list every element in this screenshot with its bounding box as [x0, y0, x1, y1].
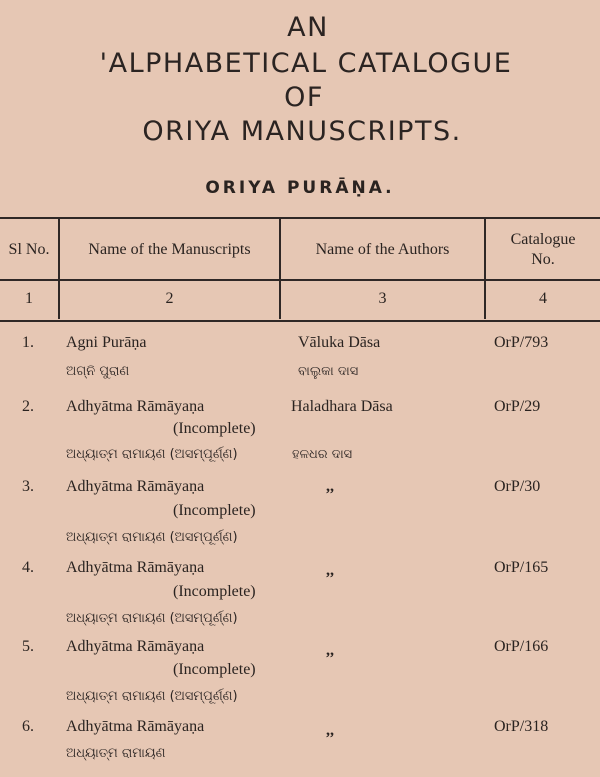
row-3-name-oriya: ଅଧ୍ୟାତ୍ମ ରାମାୟଣ (ଅସମ୍ପୂର୍ଣ୍ଣ)	[66, 530, 238, 545]
row-4-author-ditto: ,,	[326, 562, 334, 579]
row-2-note: (Incomplete)	[173, 420, 256, 437]
row-1-catalogue: OrP/793	[494, 334, 549, 351]
title-line-4: ORIYA MANUSCRIPTS.	[142, 116, 462, 147]
row-1-author-oriya: ବାଲୁକା ଦାସ	[298, 364, 359, 379]
column-number-3: 3	[378, 290, 387, 307]
row-4-catalogue: OrP/165	[494, 559, 549, 576]
row-5-catalogue: OrP/166	[494, 638, 549, 655]
title-line-1: AN	[287, 12, 329, 43]
row-2-name-oriya: ଅଧ୍ୟାତ୍ମ ରାମାୟଣ (ଅସମ୍ପୂର୍ଣ୍ଣ)	[66, 447, 238, 462]
header-bottom-rule	[0, 279, 600, 281]
row-1-name: Agni Purāṇa	[66, 334, 147, 351]
table-top-rule	[0, 217, 600, 219]
row-6-name: Adhyātma Rāmāyaṇa	[66, 718, 205, 735]
row-4-name-oriya: ଅଧ୍ୟାତ୍ମ ରାମାୟଣ (ଅସମ୍ପୂର୍ଣ୍ଣ)	[66, 611, 238, 626]
row-4-sl: 4.	[22, 559, 34, 576]
row-2-catalogue: OrP/29	[494, 398, 541, 415]
row-3-sl: 3.	[22, 478, 34, 495]
row-5-note: (Incomplete)	[173, 661, 256, 678]
row-3-note: (Incomplete)	[173, 502, 256, 519]
column-header-catalogue: Catalogue No.	[510, 231, 576, 268]
section-heading: ORIYA PURĀṆA.	[205, 178, 395, 198]
column-header-sl: Sl No.	[8, 241, 50, 258]
row-2-author: Haladhara Dāsa	[291, 398, 393, 415]
row-1-author: Vāluka Dāsa	[298, 334, 381, 351]
row-2-author-oriya: ହଳଧର ଦାସ	[292, 447, 353, 462]
row-6-sl: 6.	[22, 718, 34, 735]
row-4-note: (Incomplete)	[173, 583, 256, 600]
column-number-4: 4	[539, 290, 547, 307]
title-line-3: OF	[284, 82, 324, 113]
row-2-sl: 2.	[22, 398, 34, 415]
row-6-name-oriya: ଅଧ୍ୟାତ୍ମ ରାମାୟଣ	[66, 746, 166, 761]
row-6-author-ditto: ,,	[326, 722, 334, 739]
row-3-author-ditto: ,,	[326, 478, 334, 495]
row-2-name: Adhyātma Rāmāyaṇa	[66, 398, 205, 415]
row-3-name: Adhyātma Rāmāyaṇa	[66, 478, 205, 495]
row-4-name: Adhyātma Rāmāyaṇa	[66, 559, 205, 576]
column-header-manuscripts: Name of the Manuscripts	[88, 241, 251, 258]
title-line-2: 'ALPHABETICAL CATALOGUE	[99, 48, 513, 79]
row-6-catalogue: OrP/318	[494, 718, 549, 735]
row-1-sl: 1.	[22, 334, 34, 351]
row-5-author-ditto: ,,	[326, 642, 334, 659]
column-number-2: 2	[165, 290, 174, 307]
row-5-name-oriya: ଅଧ୍ୟାତ୍ମ ରାମାୟଣ (ଅସମ୍ପୂର୍ଣ୍ଣ)	[66, 689, 238, 704]
row-1-name-oriya: ଅଗ୍ନି ପୁରାଣ	[66, 364, 130, 379]
row-3-catalogue: OrP/30	[494, 478, 541, 495]
column-header-authors: Name of the Authors	[315, 241, 450, 258]
column-number-rule	[0, 320, 600, 322]
row-5-sl: 5.	[22, 638, 34, 655]
column-number-1: 1	[25, 290, 33, 307]
row-5-name: Adhyātma Rāmāyaṇa	[66, 638, 205, 655]
